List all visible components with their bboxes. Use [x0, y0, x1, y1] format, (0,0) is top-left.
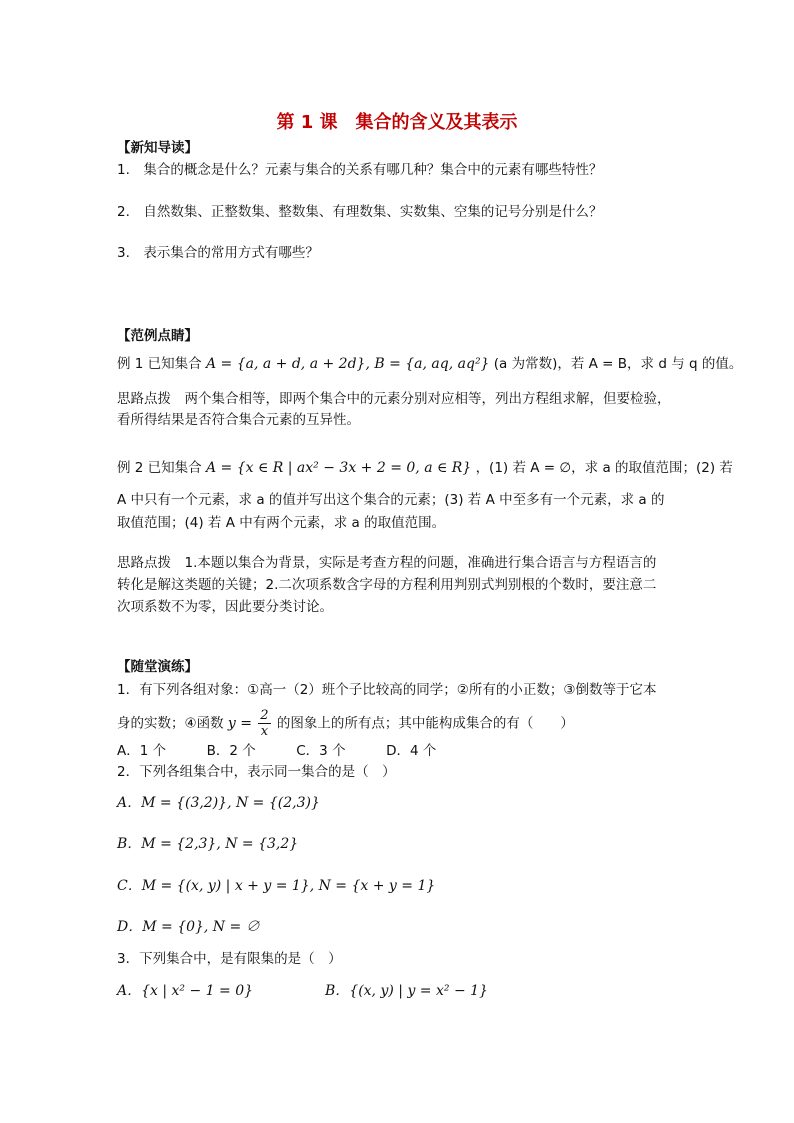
problem-2-option-d: D．M = {0}, N = ∅ [117, 919, 260, 935]
problem-1-line-2 [117, 708, 574, 739]
example-2 [117, 458, 733, 478]
example-2-set: A = {x ∈ R | ax² − 3x + 2 = 0, a ∈ R} [205, 460, 472, 476]
problem-1-text-a: 身的实数；④函数 [117, 715, 224, 732]
example-2-line-3: 取值范围；(4) 若 A 中有两个元素，求 a 的取值范围。 [117, 515, 446, 531]
section-heading-guide: 【新知导读】 [117, 140, 198, 156]
problem-3: 3．下列集合中，是有限集的是（ ） [117, 951, 342, 967]
problem-1-options: A．1 个 B．2 个 C．3 个 D．4 个 [117, 743, 437, 759]
example-2-line-2: A 中只有一个元素，求 a 的值并写出这个集合的元素；(3) 若 A 中至多有一个元素，求 a 的 [117, 492, 665, 508]
hint-1-line-1: 思路点拨 两个集合相等，即两个集合中的元素分别对应相等，列出方程组求解，但要检验， [117, 391, 671, 407]
page-title: 第 1 课 集合的含义及其表示 [276, 112, 518, 133]
example-2-question: ，(1) 若 A = ∅，求 a 的取值范围；(2) 若 [475, 460, 733, 476]
fraction-denominator: x [260, 724, 269, 739]
guide-question-3: 3. 表示集合的常用方式有哪些？ [117, 245, 319, 261]
problem-2: 2．下列各组集合中，表示同一集合的是（ ） [117, 764, 396, 780]
problem-2-option-b: B．M = {2,3}, N = {3,2} [117, 836, 299, 852]
hint-2-line-2: 转化是解这类题的关键；2.二次项系数含字母的方程利用判别式判别根的个数时，要注意二 [117, 577, 657, 593]
fraction-numerator: 2 [260, 708, 269, 723]
function-y: y = [227, 715, 252, 732]
problem-3-option-b: B．{(x, y) | y = x² − 1} [325, 983, 488, 999]
section-heading-practice: 【随堂演练】 [117, 659, 198, 675]
example-1 [117, 354, 742, 374]
example-1-sets: A = {a, a + d, a + 2d}, B = {a, aq, aq²} [205, 356, 490, 372]
guide-question-1: 1. 集合的概念是什么？元素与集合的关系有哪几种？集合中的元素有哪些特性？ [117, 162, 603, 178]
hint-1-line-2: 看所得结果是否符合集合元素的互异性。 [117, 412, 360, 428]
problem-2-option-a: A．M = {(3,2)}, N = {(2,3)} [117, 795, 320, 811]
problem-1-line-1: 1．有下列各组对象：①高一（2）班个子比较高的同学；②所有的小正数；③倒数等于它本 [117, 682, 657, 698]
hint-2-line-1: 思路点拨 1.本题以集合为背景，实际是考查方程的问题，准确进行集合语言与方程语言的 [117, 555, 657, 571]
section-heading-examples: 【范例点睛】 [117, 328, 198, 344]
problem-1-text-b: 的图象上的所有点；其中能构成集合的有（ ） [276, 715, 574, 732]
example-1-label: 例 1 已知集合 [117, 356, 202, 372]
example-2-label: 例 2 已知集合 [117, 460, 202, 476]
example-1-question: (a 为常数)，若 A = B，求 d 与 q 的值。 [493, 356, 743, 372]
problem-2-option-c: C．M = {(x, y) | x + y = 1}, N = {x + y = 1} [117, 878, 436, 894]
guide-question-2: 2. 自然数集、正整数集、整数集、有理数集、实数集、空集的记号分别是什么？ [117, 204, 603, 220]
fraction-2-over-x [258, 708, 270, 739]
hint-2-line-3: 次项系数不为零，因此要分类讨论。 [117, 599, 333, 615]
problem-3-option-a: A．{x | x² − 1 = 0} [117, 983, 254, 999]
